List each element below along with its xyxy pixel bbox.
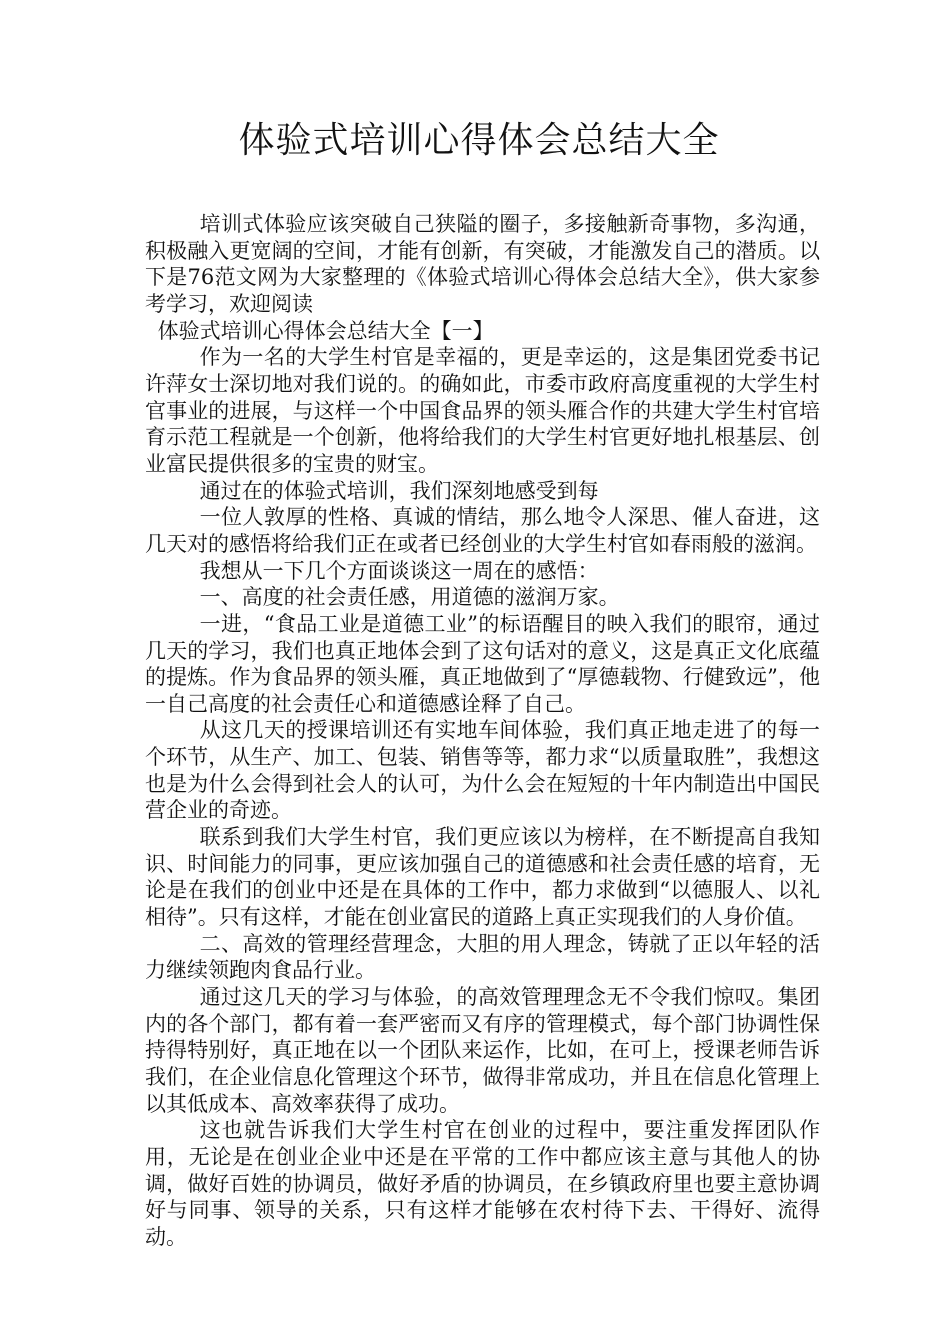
document-title: 体验式培训心得体会总结大全 <box>238 120 720 161</box>
body-paragraph: 通过在的体验式培训，我们深刻地感受到每 <box>199 478 599 503</box>
body-paragraph: 通过这几天的学习与体验，的高效管理理念无不令我们惊叹。集团内的各个部门，都有着一套严密而又有序的管理模式，每个部门协调性保持得特别好，真正地在以一个团队来运作，比如，在可上，授课老师告诉我们，在企业信息化管理这个环节，做得非常成功，并且在信息化管理上以其低成本、高效率获得了成功。 <box>145 985 820 1116</box>
document-page <box>145 118 820 1251</box>
body-paragraph: 二、高效的管理经营理念，大胆的用人理念，铸就了正以年轻的活力继续领跑肉食品行业。 <box>145 931 820 983</box>
document-body <box>145 211 820 1251</box>
body-paragraph: 一、高度的社会责任感，用道德的滋润万家。 <box>199 585 620 610</box>
body-paragraph: 我想从一下几个方面谈谈这一周在的感悟： <box>199 558 599 583</box>
body-paragraph: 一位人敦厚的性格、真诚的情结，那么地令人深思、催人奋进，这几天对的感悟将给我们正在或者已经创业的大学生村官如春雨般的滋润。 <box>145 505 820 556</box>
body-paragraph: 作为一名的大学生村官是幸福的，更是幸运的，这是集团党委书记许萍女士深切地对我们说的。的确如此，市委市政府高度重视的大学生村官事业的进展，与这样一个中国食品界的领头雁合作的共建大学生村官培育示范工程就是一个创新，他将给我们的大学生村官更好地扎根基层、创业富民提供很多的宝贵的财宝。 <box>145 345 820 476</box>
body-paragraph: 一进，“食品工业是道德工业”的标语醒目的映入我们的眼帘，通过几天的学习，我们也真正地体会到了这句话对的意义，这是真正文化底蕴的提炼。作为食品界的领头雁，真正地做到了“厚德载物、行健致远”，他一自己高度的社会责任心和道德感诠释了自己。 <box>145 611 820 716</box>
section-heading: 体验式培训心得体会总结大全【一】 <box>157 318 494 343</box>
intro-paragraph: 培训式体验应该突破自己狭隘的圈子，多接触新奇事物，多沟通，积极融入更宽阔的空间，才能有创新，有突破，才能激发自己的潜质。以下是76范文网为大家整理的《体验式培训心得体会总结大全》，供大家参考学习，欢迎阅读 <box>145 212 820 316</box>
body-paragraph: 联系到我们大学生村官，我们更应该以为榜样，在不断提高自我知识、时间能力的同事，更应该加强自己的道德感和社会责任感的培育，无论是在我们的创业中还是在具体的工作中，都力求做到“以德服人、以礼相待”。只有这样，才能在创业富民的道路上真正实现我们的人身价值。 <box>145 825 820 930</box>
body-paragraph: 从这几天的授课培训还有实地车间体验，我们真正地走进了的每一个环节，从生产、加工、包装、销售等等，都力求“以质量取胜”，我想这也是为什么会得到社会人的认可，为什么会在短短的十年内制造出中国民营企业的奇迹。 <box>145 718 820 823</box>
body-paragraph: 这也就告诉我们大学生村官在创业的过程中，要注重发挥团队作用，无论是在创业企业中还是在平常的工作中都应该主意与其他人的协调，做好百姓的协调员，做好矛盾的协调员，在乡镇政府里也要主意协调好与同事、领导的关系，只有这样才能够在农村待下去、干得好、流得动。 <box>145 1118 820 1249</box>
